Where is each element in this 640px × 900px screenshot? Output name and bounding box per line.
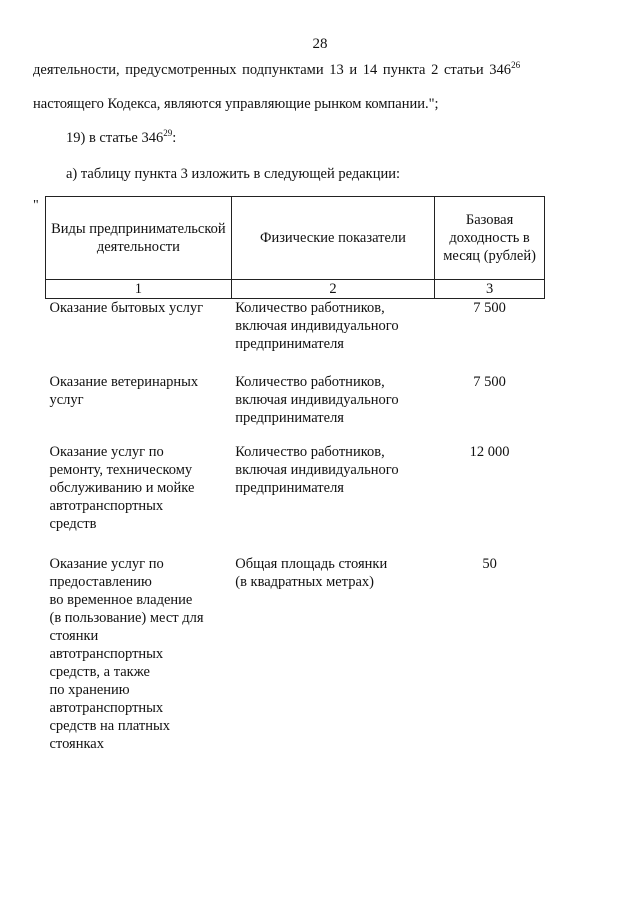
paragraph-text: деятельности, предусмотренных подпунктами 13 и 14 пункта 2 статьи 346 [33, 62, 512, 78]
cell-line: стоянки [49, 627, 99, 644]
activity-cell [46, 555, 232, 753]
activity-cell [46, 299, 232, 373]
cell-line: предоставлению [49, 573, 152, 590]
header-base-income: Базовая доходность в месяц (рублей) [435, 197, 545, 280]
cell-line: включая индивидуального [235, 391, 399, 408]
cell-line: Количество работников, [235, 443, 385, 460]
cell-line: предпринимателя [235, 479, 344, 496]
cell-line: во временное владение [49, 591, 193, 608]
table-row [46, 299, 545, 373]
opening-quote-mark: " [33, 198, 39, 213]
cell-line: ремонту, техническому [49, 461, 193, 478]
column-number: 3 [435, 280, 545, 299]
table-row [46, 555, 545, 753]
cell-line: (в пользование) мест для [49, 609, 204, 626]
article-superscript: 26 [511, 60, 521, 70]
value-cell: 50 [482, 555, 497, 572]
cell-line: Оказание услуг по [49, 555, 164, 572]
cell-line: средств, а также [49, 663, 150, 680]
indicator-cell [231, 555, 434, 753]
indicator-cell [231, 443, 434, 555]
cell-line: (в квадратных метрах) [235, 573, 374, 590]
cell-line: предпринимателя [235, 409, 344, 426]
value-cell: 7 500 [473, 300, 506, 316]
cell-line: Количество работников, [235, 300, 385, 316]
cell-line: Оказание бытовых услуг [49, 300, 204, 316]
cell-line: автотранспортных [49, 497, 164, 514]
value-cell: 7 500 [473, 373, 506, 390]
item-19-colon: : [172, 130, 177, 146]
table-row [46, 443, 545, 555]
indicator-cell [231, 373, 434, 443]
indicator-cell [231, 299, 434, 373]
cell-line: автотранспортных [49, 699, 164, 716]
column-number: 2 [231, 280, 434, 299]
cell-line: стоянках [49, 735, 104, 752]
cell-line: по хранению [49, 681, 130, 698]
header-physical-indicators: Физические показатели [231, 197, 434, 280]
item-19-text: 19) в статье 346 [66, 130, 164, 146]
cell-line: включая индивидуального [235, 318, 399, 334]
paragraph-continuation [33, 62, 600, 79]
cell-line: Количество работников, [235, 373, 385, 390]
cell-line: предпринимателя [235, 336, 344, 352]
paragraph-end: настоящего Кодекса, являются управляющие рынком компании."; [33, 96, 439, 112]
cell-line: включая индивидуального [235, 461, 399, 478]
base-income-table [45, 196, 545, 753]
subitem-a-heading: а) таблицу пункта 3 изложить в следующей редакции: [66, 166, 401, 182]
cell-line: автотранспортных [49, 645, 164, 662]
activity-cell [46, 373, 232, 443]
table-column-number-row [46, 280, 545, 299]
cell-line: средств на платных [49, 717, 171, 734]
table-header-row [46, 197, 545, 280]
value-cell: 12 000 [469, 443, 510, 460]
cell-line: обслуживанию и мойке [49, 479, 195, 496]
cell-line: услуг [49, 391, 84, 408]
table-row [46, 373, 545, 443]
cell-line: Оказание ветеринарных [49, 373, 199, 390]
cell-line: Оказание услуг по [49, 443, 164, 460]
page-number: 28 [312, 36, 328, 52]
cell-line: Общая площадь стоянки [235, 555, 388, 572]
item-19-heading [66, 130, 176, 147]
cell-line: средств [49, 515, 97, 532]
activity-cell [46, 443, 232, 555]
article-superscript: 29 [163, 128, 173, 138]
header-activity-type: Виды предпринимательской деятельности [46, 197, 232, 280]
column-number: 1 [46, 280, 232, 299]
